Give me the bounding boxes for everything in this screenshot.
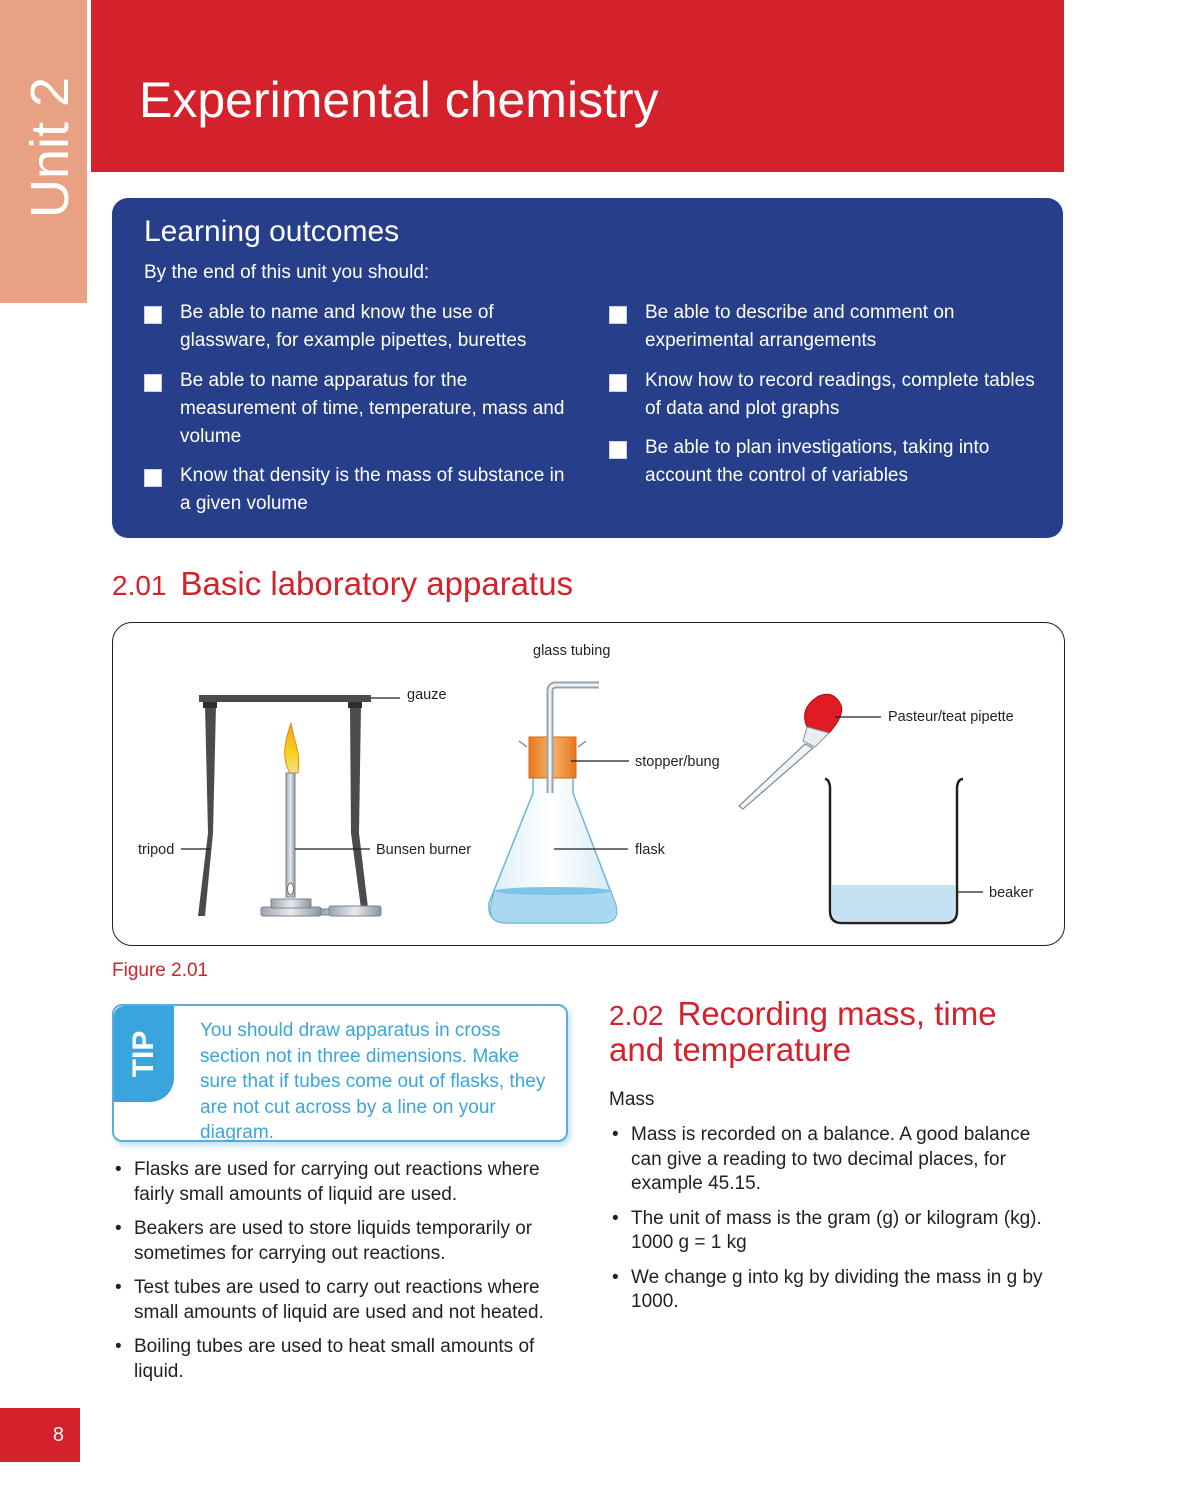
beaker-drawing (825, 779, 963, 923)
list-item: • Mass is recorded on a balance. A good balance can give a reading to two decimal places, for example 45.15. (609, 1123, 1049, 1197)
outcome-text: Know how to record readings, complete tables of data and plot graphs (645, 370, 1035, 419)
flask-drawing (489, 685, 617, 923)
tripod-joint (203, 702, 217, 708)
beaker-liquid (832, 885, 955, 921)
pipette-drawing (739, 694, 842, 809)
pipette-tube (739, 744, 813, 809)
apparatus-bullet-list (112, 1158, 572, 1394)
label-gauze: gauze (407, 687, 447, 703)
tripod-leg-right (350, 705, 369, 916)
label-beaker: beaker (989, 885, 1034, 901)
label-glass-tubing: glass tubing (533, 643, 611, 659)
list-item: • The unit of mass is the gram (g) or kilogram (kg). 1000 g = 1 kg (609, 1207, 1049, 1256)
label-stopper: stopper/bung (635, 754, 720, 770)
tip-box (112, 1004, 568, 1142)
flask-liquid-surface (494, 887, 612, 895)
outcome-text: Be able to plan investigations, taking into account the control of variables (645, 437, 990, 486)
checkbox-icon (609, 441, 627, 459)
label-flask: flask (635, 842, 665, 858)
section-heading-2-02 (609, 997, 997, 1067)
section-number: 2.02 (609, 1000, 664, 1031)
list-item: • Beakers are used to store liquids temporarily or sometimes for carrying out reactions. (112, 1217, 572, 1266)
list-item: • Test tubes are used to carry out reactions where small amounts of liquid are used and not heated. (112, 1276, 572, 1325)
list-item: • We change g into kg by dividing the mass in g by 1000. (609, 1266, 1049, 1315)
checkbox-icon (144, 374, 162, 392)
section-heading-2-01 (112, 565, 573, 605)
tripod-drawing (198, 695, 371, 916)
list-item: • Boiling tubes are used to heat small amounts of liquid. (112, 1335, 572, 1384)
flame-icon (285, 723, 299, 773)
outcome-text: Be able to name apparatus for the measurement of time, temperature, mass and volume (180, 370, 565, 447)
label-bunsen-burner: Bunsen burner (376, 842, 472, 858)
checkbox-icon (144, 469, 162, 487)
tripod-leg-left (198, 705, 216, 916)
page-title: Experimental chemistry (139, 72, 659, 128)
page-number-tab (0, 1408, 80, 1462)
label-tripod: tripod (138, 842, 175, 858)
outcome-text: Be able to describe and comment on experimental arrangements (645, 302, 955, 351)
checkbox-icon (609, 374, 627, 392)
tip-text: You should draw apparatus in cross section not in three dimensions. Make sure that if tubes come out of flasks, they are not cut across by a line on your diagram. (200, 1020, 546, 1143)
page-number: 8 (52, 1424, 64, 1446)
flask-liquid (490, 891, 617, 923)
outcome-text: Be able to name and know the use of glassware, for example pipettes, burettes (180, 302, 527, 351)
apparatus-diagram (113, 623, 1064, 945)
section-number: 2.01 (112, 570, 167, 601)
learning-outcomes-subtitle: By the end of this unit you should: (144, 262, 430, 283)
unit-tab (0, 0, 87, 303)
flask-lip (519, 741, 527, 747)
learning-outcomes-box (112, 198, 1063, 538)
tip-label: TIP (127, 1030, 160, 1078)
section-title-line2: and temperature (609, 1031, 852, 1068)
apparatus-figure (112, 622, 1065, 946)
mass-bullet-list (609, 1123, 1049, 1325)
figure-caption: Figure 2.01 (112, 960, 209, 981)
tip-tab (114, 1006, 174, 1102)
checkbox-icon (144, 306, 162, 324)
air-hole (288, 883, 294, 895)
burner-collar (271, 899, 311, 908)
flask-lip (578, 741, 586, 747)
section-title: Basic laboratory apparatus (180, 565, 574, 602)
learning-outcomes-title: Learning outcomes (144, 215, 400, 248)
mass-heading: Mass (609, 1089, 655, 1110)
gauze-bar (199, 695, 371, 702)
list-item: • Flasks are used for carrying out reactions where fairly small amounts of liquid are used. (112, 1158, 572, 1207)
checkbox-icon (609, 306, 627, 324)
pipette-teat (805, 694, 842, 733)
tripod-joint (348, 702, 362, 708)
gas-inlet (329, 906, 381, 916)
burner-barrel (286, 773, 295, 897)
label-pipette: Pasteur/teat pipette (888, 709, 1014, 725)
title-banner (91, 0, 1064, 172)
section-title-line1: Recording mass, time (677, 995, 997, 1032)
unit-label: Unit 2 (20, 76, 80, 218)
outcome-text: Know that density is the mass of substance in a given volume (180, 465, 565, 514)
